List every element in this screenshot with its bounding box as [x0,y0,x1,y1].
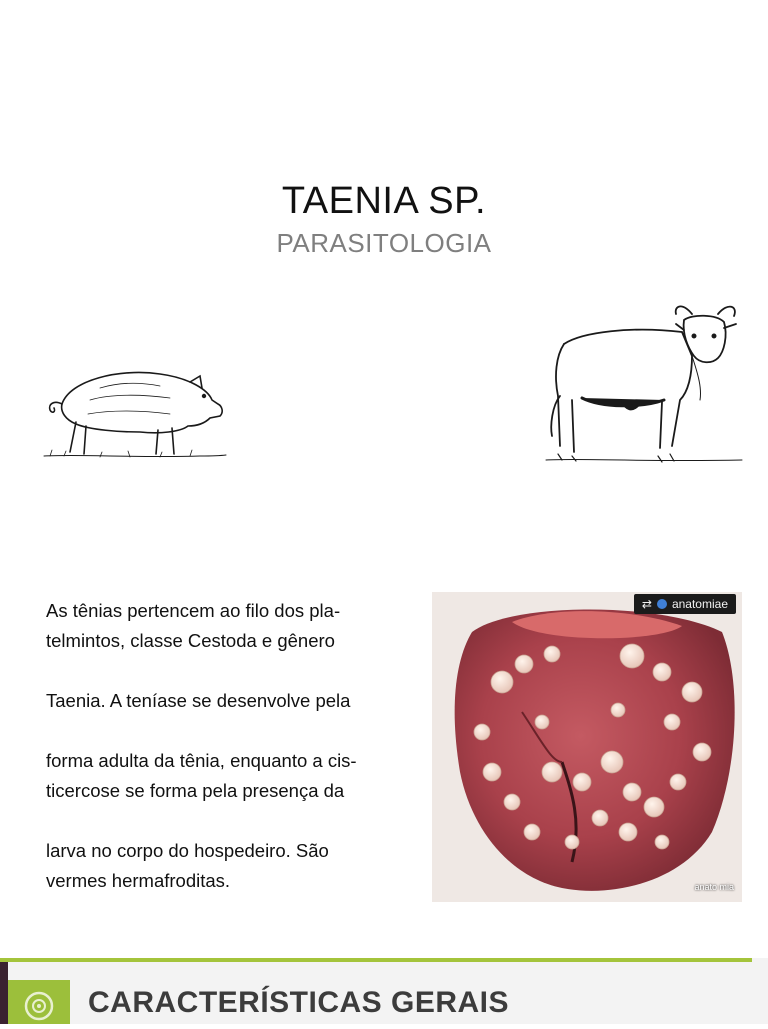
footer-badge [8,980,70,1024]
text-line: vermes hermafroditas. [46,870,231,891]
page-subtitle: PARASITOLOGIA [276,228,492,258]
photo-source-tag [634,594,736,614]
pig-illustration [40,360,230,465]
text-line: Taenia. A teníase se desenvolve pela [46,690,351,711]
repost-icon: ⇄ [641,597,652,611]
text-line: telmintos, classe Cestoda e gênero [46,630,335,651]
heart-image [432,592,742,902]
text-line: As tênias pertencem ao filo dos pla- [46,600,341,621]
footer-accent-line [0,958,752,962]
text-line: forma adulta da tênia, enquanto a cis- [46,750,357,771]
text-line: ticercose se forma pela presença da [46,780,345,801]
account-avatar-icon [657,599,667,609]
text-gap [46,806,416,836]
footer-left-strip [0,962,8,1024]
section-heading: CARACTERÍSTICAS GERAIS [88,986,510,1019]
photo-source-label: anatomiae [671,597,728,611]
text-gap [46,656,416,686]
text-gap [46,716,416,746]
cow-illustration [542,296,748,468]
intro-text [46,596,416,896]
text-line: larva no corpo do hospedeiro. São [46,840,329,861]
page-title: TAENIA SP. [281,180,487,222]
heart-cysticercosis-photo [432,592,742,902]
footer-banner [0,958,768,1024]
gear-icon [8,980,70,1024]
photo-watermark: anato mia [694,882,734,892]
